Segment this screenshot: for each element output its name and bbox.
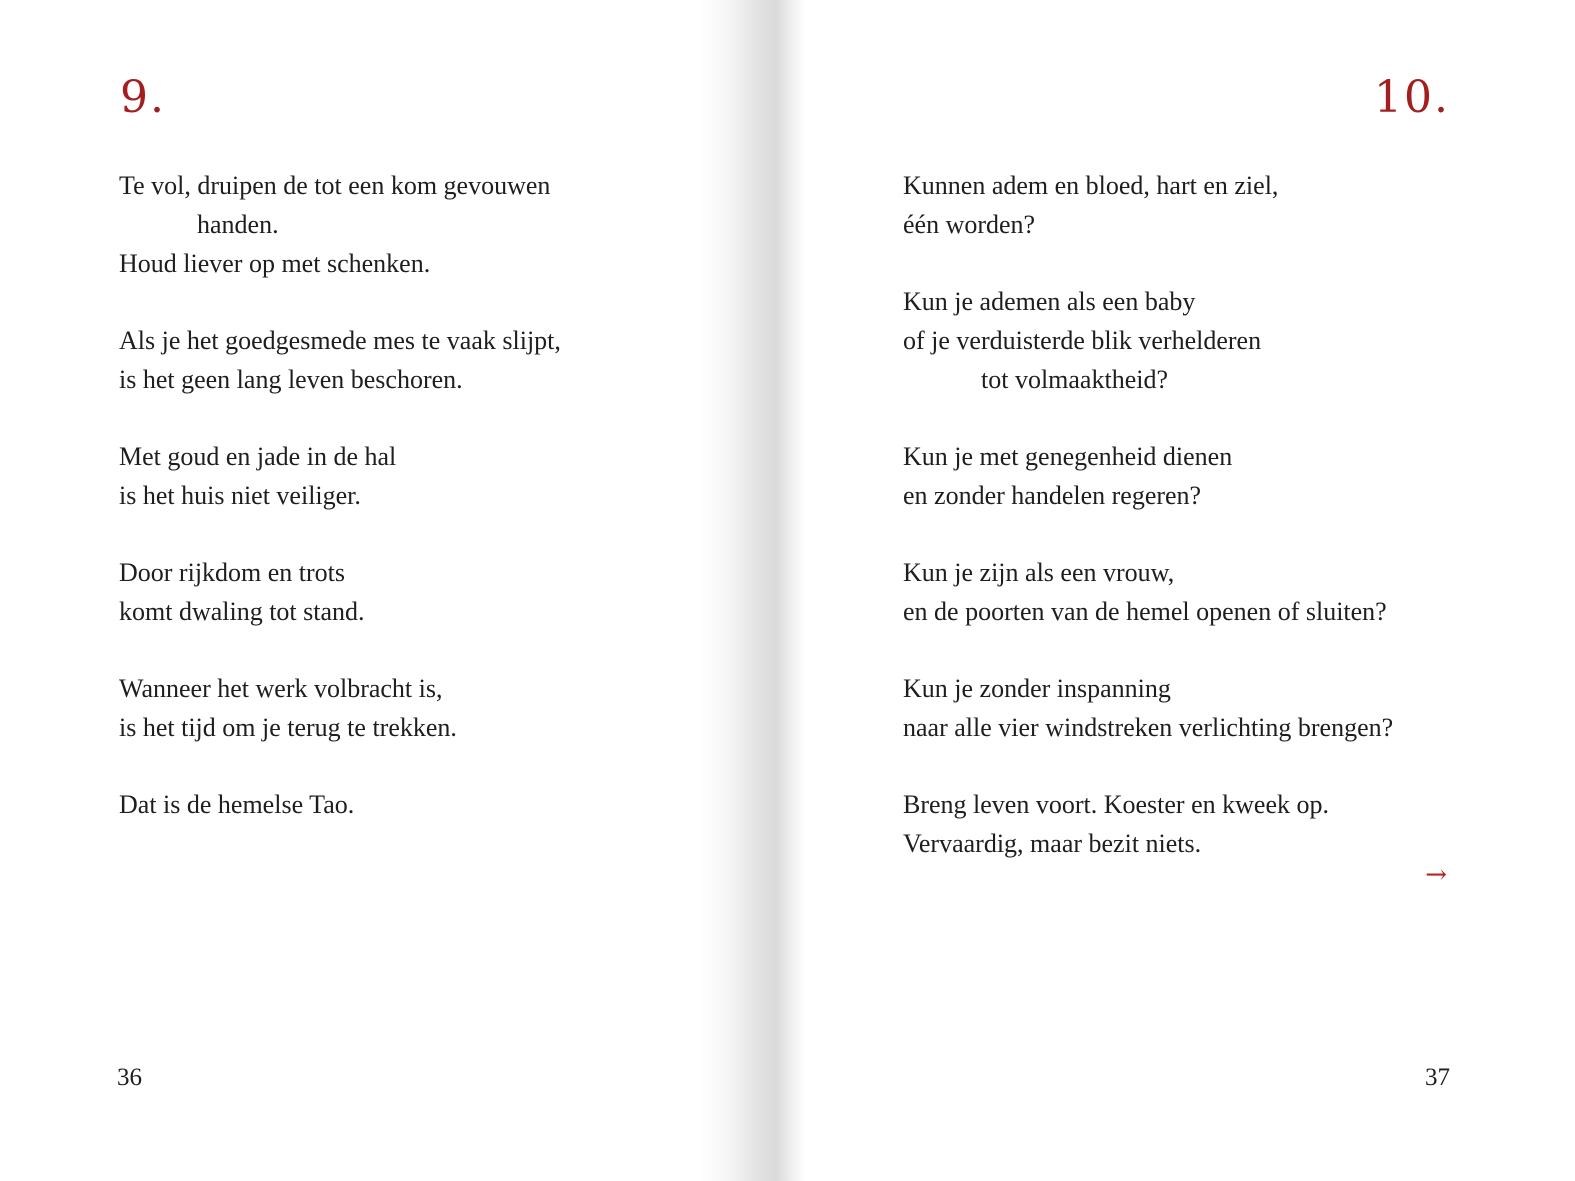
poem-line: Kun je zijn als een vrouw, — [903, 558, 1175, 587]
stanza — [119, 669, 679, 747]
poem-line: Dat is de hemelse Tao. — [119, 790, 355, 819]
poem-line: Breng leven voort. Koester en kweek op. — [903, 790, 1329, 819]
poem-line: één worden? — [903, 210, 1036, 239]
poem-line: naar alle vier windstreken verlichting brengen? — [903, 713, 1394, 742]
page-number: 37 — [1425, 1064, 1450, 1091]
stanza — [119, 553, 679, 631]
stanza — [903, 166, 1523, 244]
poem-line: en de poorten van de hemel openen of sluiten? — [903, 597, 1387, 626]
page-number: 36 — [117, 1064, 142, 1091]
poem-line: Wanneer het werk volbracht is, — [119, 674, 443, 703]
stanza — [903, 785, 1523, 863]
poem-line-continuation: tot volmaaktheid? — [981, 365, 1169, 394]
poem-line: Houd liever op met schenken. — [119, 249, 431, 278]
poem-line: Kun je met genegenheid dienen — [903, 442, 1233, 471]
book-gutter-shadow — [700, 0, 805, 1181]
right-page — [750, 0, 1575, 1181]
poem-line: Met goud en jade in de hal — [119, 442, 397, 471]
poem-line: is het tijd om je terug te trekken. — [119, 713, 457, 742]
poem-line: Vervaardig, maar bezit niets. — [903, 829, 1202, 858]
stanza — [119, 166, 679, 283]
stanza — [903, 437, 1523, 515]
chapter-number: 9. — [120, 72, 166, 123]
poem-line: Kun je zonder inspanning — [903, 674, 1171, 703]
poem-line: is het huis niet veiliger. — [119, 481, 361, 510]
poem-line: of je verduisterde blik verhelderen — [903, 326, 1262, 355]
stanza — [903, 669, 1523, 747]
stanza — [119, 785, 679, 824]
poem-line: Te vol, druipen de tot een kom gevouwen — [119, 171, 551, 200]
poem-line: Als je het goedgesmede mes te vaak slijpt, — [119, 326, 561, 355]
poem-line: Kunnen adem en bloed, hart en ziel, — [903, 171, 1279, 200]
poem-body — [119, 166, 679, 824]
poem-line: komt dwaling tot stand. — [119, 597, 365, 626]
left-page — [0, 0, 750, 1181]
stanza — [903, 282, 1523, 399]
poem-line: Kun je ademen als een baby — [903, 287, 1196, 316]
poem-line: is het geen lang leven beschoren. — [119, 365, 463, 394]
arrow-right-icon: → — [1425, 860, 1447, 890]
poem-line-continuation: handen. — [197, 210, 279, 239]
poem-line: Door rijkdom en trots — [119, 558, 346, 587]
poem-body — [903, 166, 1523, 863]
stanza — [119, 437, 679, 515]
stanza — [119, 321, 679, 399]
stanza — [903, 553, 1523, 631]
poem-line: en zonder handelen regeren? — [903, 481, 1202, 510]
chapter-number: 10. — [1374, 72, 1450, 123]
